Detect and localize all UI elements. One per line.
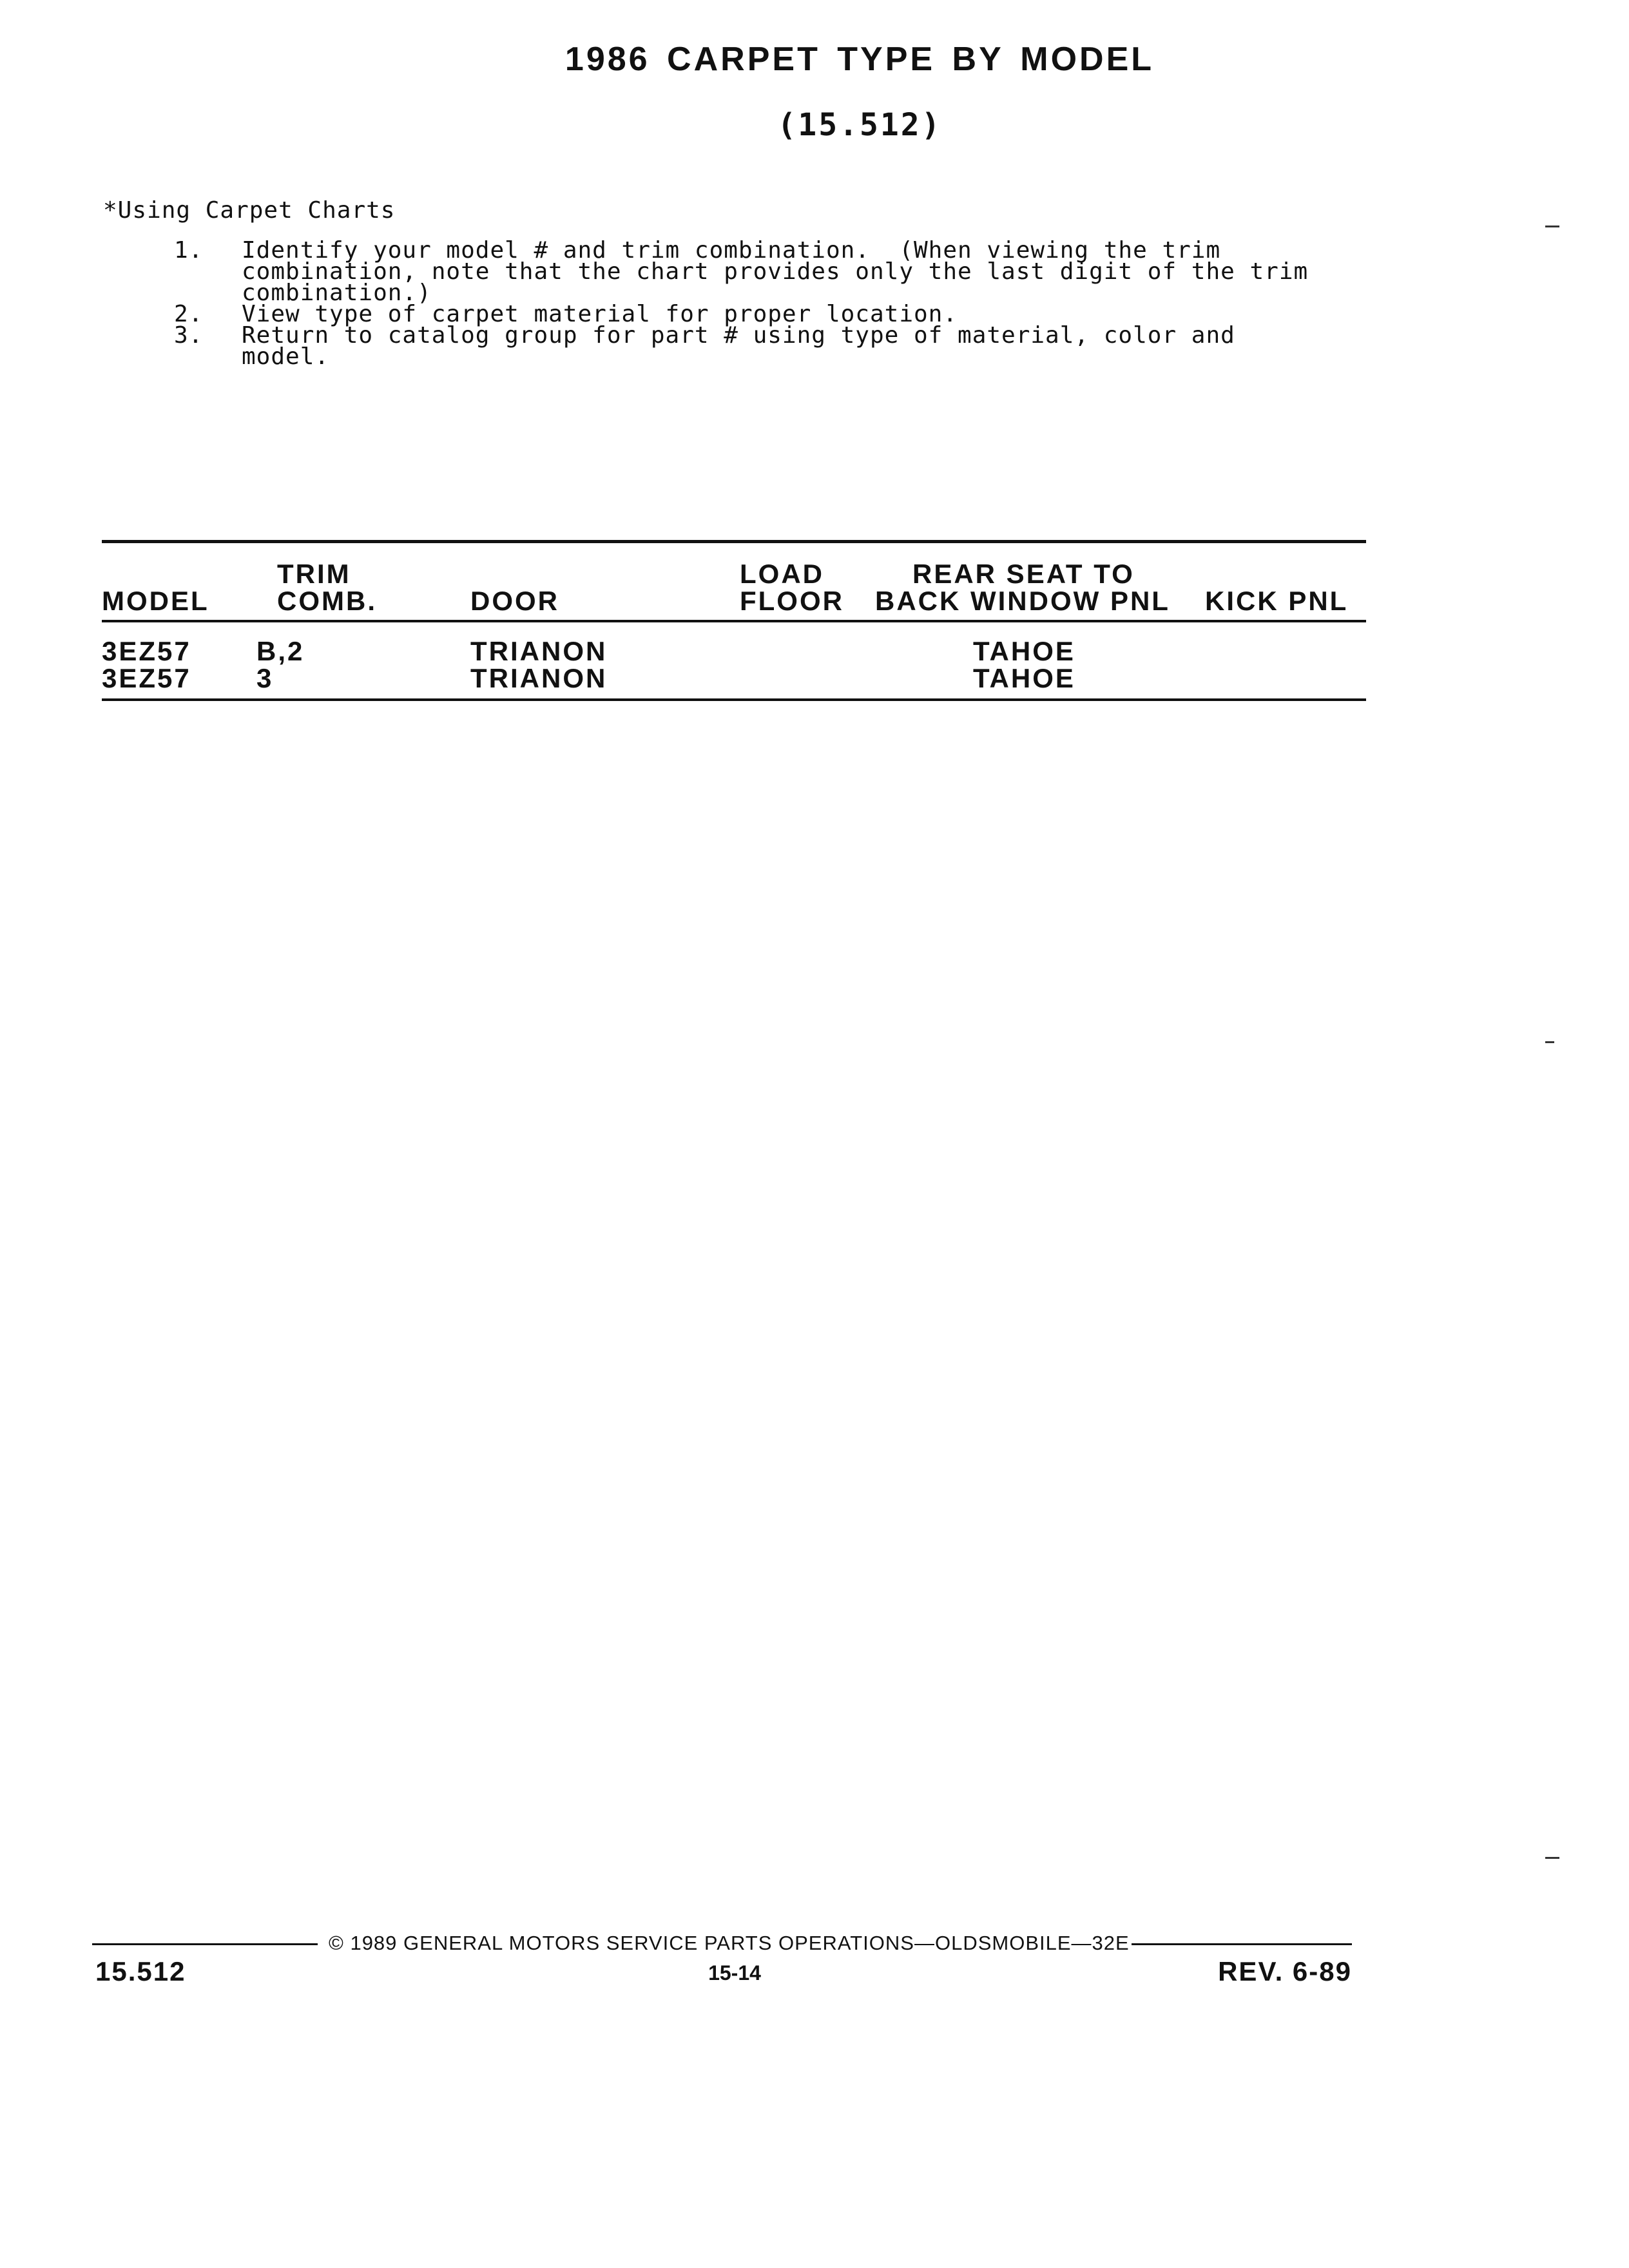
footer-page-number: 15-14	[708, 1961, 761, 1984]
header-kick-pnl: KICK PNL	[1205, 586, 1349, 616]
header-load-line1: LOAD	[740, 559, 824, 589]
step-number: 2.	[174, 301, 204, 327]
table-top-rule	[102, 540, 1366, 543]
cell-model: 3EZ57	[102, 636, 191, 666]
header-door: DOOR	[470, 586, 559, 616]
instruction-step-3	[174, 322, 1334, 370]
header-trim-line2: COMB.	[277, 586, 377, 616]
step-text: View type of carpet material for proper location.	[242, 301, 958, 327]
instruction-steps	[174, 237, 1334, 370]
cell-door: TRIANON	[470, 663, 608, 693]
table-header-rule	[102, 620, 1366, 622]
header-trim-line1: TRIM	[277, 559, 351, 589]
cell-rear-seat: TAHOE	[973, 663, 1075, 693]
footer-section-number: 15.512	[95, 1956, 186, 1986]
cell-model: 3EZ57	[102, 663, 191, 693]
instruction-step-1	[174, 237, 1334, 306]
step-number: 3.	[174, 322, 204, 349]
header-rear-seat-line2: BACK WINDOW PNL	[875, 586, 1170, 616]
cell-trim: 3	[256, 663, 274, 693]
cell-trim: B,2	[256, 636, 305, 666]
footer-revision: REV. 6-89	[1218, 1956, 1352, 1986]
step-number: 1.	[174, 237, 204, 264]
section-number-heading: (15.512)	[777, 107, 942, 143]
page-title: 1986 CARPET TYPE BY MODEL	[564, 41, 1155, 78]
step-text: Identify your model # and trim combination. (When viewing the trim combination, note that the chart provides only the last digit of the trim combination.)	[242, 237, 1323, 306]
footer-rule-right	[1132, 1943, 1352, 1945]
header-load-line2: FLOOR	[740, 586, 844, 616]
margin-tick-mark	[1545, 1041, 1554, 1043]
footer-copyright: © 1989 GENERAL MOTORS SERVICE PARTS OPERATIONS—OLDSMOBILE—32E	[329, 1932, 1130, 1954]
cell-rear-seat: TAHOE	[973, 636, 1075, 666]
table-bottom-rule	[102, 698, 1366, 701]
cell-door: TRIANON	[470, 636, 608, 666]
instructions-intro: *Using Carpet Charts	[103, 197, 396, 224]
header-rear-seat-line1: REAR SEAT TO	[912, 559, 1135, 589]
step-text: Return to catalog group for part # using type of material, color and model.	[242, 322, 1250, 370]
footer-rule-left	[92, 1943, 318, 1945]
margin-tick-mark	[1545, 1857, 1559, 1859]
margin-tick-mark	[1545, 226, 1559, 227]
header-model: MODEL	[102, 586, 209, 616]
